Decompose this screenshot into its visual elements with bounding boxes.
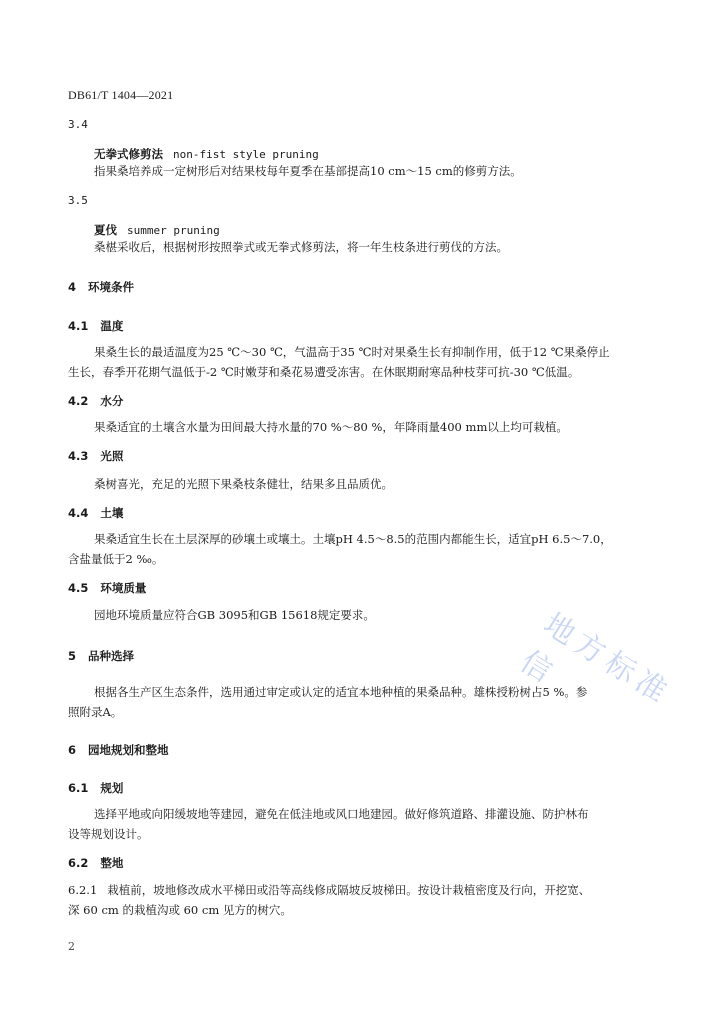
term-heading bbox=[94, 146, 319, 162]
term-heading bbox=[94, 222, 220, 238]
section-heading: 5 品种选择 bbox=[68, 649, 135, 663]
subsection-heading: 4.5 环境质量 bbox=[68, 581, 147, 595]
paragraph-line: 6.2.1 栽植前，坡地修改成水平梯田或沿等高线修成隔坡反坡梯田。按设计栽植密度及行向，开挖宽、 bbox=[68, 883, 591, 897]
clause-number: 3.4 bbox=[68, 118, 88, 131]
paragraph-line: 果桑生长的最适温度为25 ℃～30 ℃，气温高于35 ℃时对果桑生长有抑制作用，低于12 ℃果桑停止 bbox=[94, 345, 610, 359]
doc-code-header: DB61/T 1404—2021 bbox=[68, 88, 174, 102]
subsection-heading: 4.4 土壤 bbox=[68, 506, 124, 520]
term-en: non-fist style pruning bbox=[173, 148, 319, 161]
subsection-heading: 4.1 温度 bbox=[68, 319, 124, 333]
paragraph-line: 根据各生产区生态条件，选用通过审定或认定的适宜本地种植的果桑品种。雄株授粉树占5 %。参 bbox=[94, 685, 588, 699]
paragraph-line: 照附录A。 bbox=[68, 705, 123, 719]
paragraph-line: 园地环境质量应符合GB 3095和GB 15618规定要求。 bbox=[94, 608, 375, 622]
clause-number: 3.5 bbox=[68, 194, 88, 207]
paragraph-line: 深 60 cm 的栽植沟或 60 cm 见方的树穴。 bbox=[68, 903, 292, 917]
term-en: summer pruning bbox=[127, 224, 220, 237]
paragraph-line: 设等规划设计。 bbox=[68, 827, 149, 841]
term-cn: 无拳式修剪法 bbox=[94, 147, 163, 161]
subsection-heading: 6.1 规划 bbox=[68, 781, 124, 795]
paragraph-line: 生长，春季开花期气温低于-2 ℃时嫩芽和桑花易遭受冻害。在休眠期耐寒品种枝芽可抗-30 ℃低温。 bbox=[68, 365, 580, 379]
term-definition: 桑椹采收后，根据树形按照拳式或无拳式修剪法，将一年生枝条进行剪伐的方法。 bbox=[94, 240, 508, 254]
clause-number: 6.2.1 bbox=[68, 883, 98, 897]
section-heading: 6 园地规划和整地 bbox=[68, 743, 169, 757]
paragraph-line: 含盐量低于2 ‰。 bbox=[68, 552, 164, 566]
paragraph-line: 果桑适宜生长在土层深厚的砂壤土或壤土。土壤pH 4.5～8.5的范围内都能生长，适宜pH 6.5～7.0， bbox=[94, 532, 612, 546]
subsection-heading: 4.2 水分 bbox=[68, 394, 124, 408]
paragraph-line: 桑树喜光，充足的光照下果桑枝条健壮，结果多且品质优。 bbox=[94, 477, 393, 491]
paragraph-line: 果桑适宜的土壤含水量为田间最大持水量的70 %～80 %，年降雨量400 mm以上均可栽植。 bbox=[94, 420, 568, 434]
watermark: 地方标准信 bbox=[513, 606, 678, 713]
subsection-heading: 4.3 光照 bbox=[68, 449, 124, 463]
term-definition: 指果桑培养成一定树形后对结果枝每年夏季在基部提高10 cm～15 cm的修剪方法。 bbox=[94, 164, 522, 178]
paragraph-line: 选择平地或向阳缓坡地等建园，避免在低洼地或风口地建园。做好修筑道路、排灌设施、防护林布 bbox=[94, 807, 589, 821]
page-number: 2 bbox=[68, 940, 75, 953]
subsection-heading: 6.2 整地 bbox=[68, 856, 124, 870]
section-heading: 4 环境条件 bbox=[68, 280, 135, 294]
term-cn: 夏伐 bbox=[94, 223, 117, 237]
